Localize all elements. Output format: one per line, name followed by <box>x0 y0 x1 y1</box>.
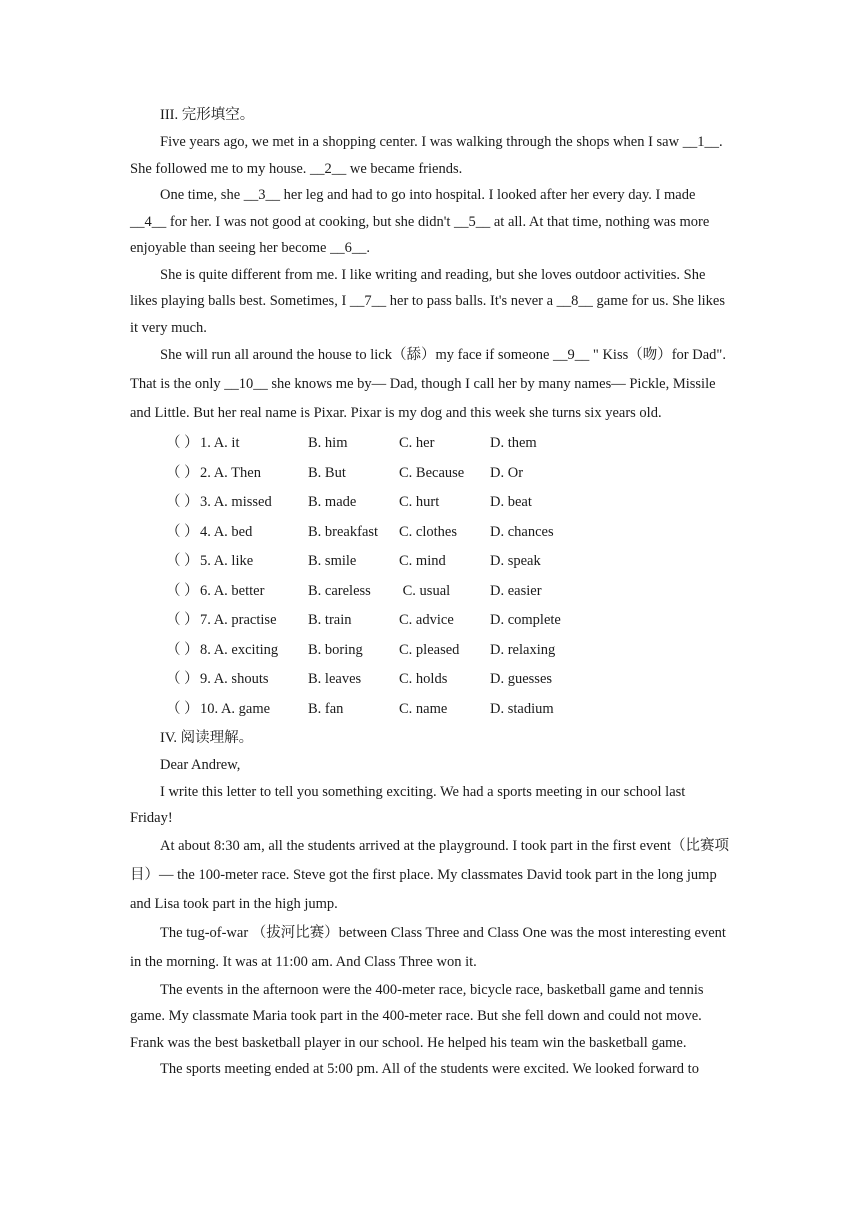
answer-blank[interactable]: （ ） <box>166 700 199 717</box>
option-d: D. Or <box>490 464 524 481</box>
answer-blank[interactable]: （ ） <box>166 671 199 687</box>
question-row <box>130 665 730 695</box>
option-b: B. leaves <box>308 671 362 687</box>
option-a: 2. A. Then <box>200 464 261 481</box>
answer-blank[interactable]: （ ） <box>166 464 199 481</box>
option-c: C. mind <box>399 553 446 569</box>
option-b: B. careless <box>308 582 371 599</box>
reading-paragraph-1: I write this letter to tell you something exciting. We had a sports meeting in our school last Friday! <box>130 783 686 826</box>
cloze-paragraph-4: She will run all around the house to lick（舔）my face if someone __9__ " Kiss（吻）for Dad". That is the only __10__ she knows me by— Dad, though I call her by many names— Pickle, Missile and Little. But her real name is Pixar. Pixar is my dog and this week she turns six years old. <box>130 347 726 421</box>
option-a: 9. A. shouts <box>200 671 269 687</box>
cloze-options-list <box>130 429 730 724</box>
reading-paragraph-3: The tug-of-war （拔河比赛）between Class Three and Class One was the most interesting event in the morning. It was at 11:00 am. And Class Three won it. <box>130 924 726 970</box>
question-row <box>130 547 730 577</box>
option-a: 10. A. game <box>200 700 271 717</box>
cloze-paragraph-1: Five years ago, we met in a shopping center. I was walking through the shops when I saw __1__. She followed me to my house. __2__ we became friends. <box>130 134 723 177</box>
section-4-title: IV. 阅读理解。 <box>160 730 254 746</box>
option-d: D. them <box>490 435 537 451</box>
page-content <box>130 102 730 1083</box>
option-d: D. relaxing <box>490 641 556 658</box>
answer-blank[interactable]: （ ） <box>166 523 199 540</box>
cloze-paragraph-2: One time, she __3__ her leg and had to go into hospital. I looked after her every day. I made __4__ for her. I was not good at cooking, but she didn't __5__ at all. At that time, nothing was more enjoyable than seeing her become __6__. <box>130 187 710 256</box>
option-a: 3. A. missed <box>200 494 272 510</box>
answer-blank[interactable]: （ ） <box>166 582 199 599</box>
answer-blank[interactable]: （ ） <box>166 641 199 658</box>
option-d: D. easier <box>490 582 542 599</box>
option-b: B. breakfast <box>308 523 379 540</box>
option-c: C. Because <box>399 464 465 481</box>
option-b: B. smile <box>308 553 357 569</box>
answer-blank[interactable]: （ ） <box>166 494 199 510</box>
reading-paragraph-4: The events in the afternoon were the 400-meter race, bicycle race, basketball game and tennis game. My classmate Maria took part in the 400-meter race. But she fell down and could not move. Frank was the best basketball player in our school. He helped his team win the basketball game. <box>130 981 704 1051</box>
question-row <box>130 518 730 548</box>
option-b: B. boring <box>308 641 363 658</box>
option-c: C. advice <box>399 612 454 628</box>
reading-paragraph-5: The sports meeting ended at 5:00 pm. All of the students were excited. We looked forward to <box>160 1061 699 1077</box>
option-c: C. her <box>399 435 435 451</box>
option-a: 8. A. exciting <box>200 641 279 658</box>
option-b: B. fan <box>308 700 344 717</box>
question-row <box>130 459 730 489</box>
option-c: C. clothes <box>399 523 457 540</box>
answer-blank[interactable]: （ ） <box>166 612 199 628</box>
question-row <box>130 636 730 666</box>
option-c: C. pleased <box>399 641 460 658</box>
option-d: D. beat <box>490 494 532 510</box>
question-row <box>130 429 730 459</box>
answer-blank[interactable]: （ ） <box>166 435 199 451</box>
reading-paragraph-2: At about 8:30 am, all the students arrived at the playground. I took part in the first event（比赛项目）— the 100-meter race. Steve got the first place. My classmates David took part in the long jump and Lisa took part in the high jump. <box>130 837 729 912</box>
section-3-title: III. 完形填空。 <box>160 107 255 123</box>
option-c: C. usual <box>399 582 451 599</box>
option-b: B. him <box>308 435 348 451</box>
question-row <box>130 488 730 518</box>
option-a: 6. A. better <box>200 582 265 599</box>
option-a: 7. A. practise <box>200 612 277 628</box>
cloze-paragraph-3: She is quite different from me. I like writing and reading, but she loves outdoor activities. She likes playing balls best. Sometimes, I __7__ her to pass balls. It's never a __8__ game for us. She likes it very much. <box>130 266 726 336</box>
option-d: D. chances <box>490 523 554 540</box>
option-a: 5. A. like <box>200 553 254 569</box>
question-row <box>130 606 730 636</box>
letter-greeting: Dear Andrew, <box>160 757 241 773</box>
question-row <box>130 577 730 607</box>
option-d: D. speak <box>490 553 541 569</box>
option-b: B. made <box>308 494 357 510</box>
option-b: B. train <box>308 612 352 628</box>
option-b: B. But <box>308 464 346 481</box>
option-c: C. hurt <box>399 494 440 510</box>
option-d: D. guesses <box>490 671 553 687</box>
question-row <box>130 695 730 725</box>
option-a: 4. A. bed <box>200 523 253 540</box>
option-d: D. stadium <box>490 700 554 717</box>
option-c: C. name <box>399 700 448 717</box>
option-a: 1. A. it <box>200 435 240 451</box>
answer-blank[interactable]: （ ） <box>166 553 199 569</box>
option-d: D. complete <box>490 612 561 628</box>
option-c: C. holds <box>399 671 448 687</box>
